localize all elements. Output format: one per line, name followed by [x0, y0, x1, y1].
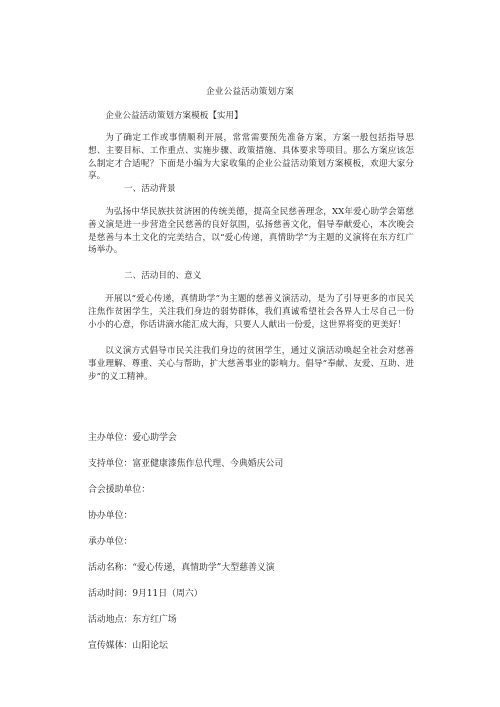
info-activity-place: 活动地点：东方红广场 [88, 615, 177, 625]
info-support: 支持单位：富亚健康漆焦作总代理、今典婚庆公司 [88, 459, 284, 469]
document-subtitle: 企业公益活动策划方案模板【实用】 [105, 111, 243, 121]
info-activity-time: 活动时间：9月11日（周六） [88, 589, 203, 599]
info-co-sponsor: 合会援助单位： [88, 485, 151, 495]
background-paragraph: 为弘扬中华民族扶贫济困的传统美德，提高全民慈善理念，XX年爱心助学会第慈善义演是进一步营造全民慈善的良好氛围，弘扬慈善文化，倡导奉献爱心，本次晚会是慈善与本土文化的完美结合，以“爱心传递，真情助学”为主题的义演将在东方红广场举办。 [88, 207, 414, 256]
info-host: 主办单位：爱心助学会 [88, 433, 177, 443]
info-activity-name: 活动名称：“爱心传递，真情助学”大型慈善义演 [88, 563, 275, 573]
info-organizer: 承办单位： [88, 537, 133, 547]
section-heading-background: 一、活动背景 [124, 184, 176, 194]
info-co-organizer: 协办单位： [88, 511, 133, 521]
info-media: 宣传媒体：山阳论坛 [88, 641, 168, 651]
intro-paragraph: 为了确定工作或事情顺利开展，常常需要预先准备方案，方案一般包括指导思想、主要目标、工作重点、实施步骤、政策措施、具体要求等项目。那么方案应该怎么制定才合适呢？下面是小编为大家收集的企业公益活动策划方案模板，欢迎大家分享。 [88, 133, 414, 182]
document-title: 企业公益活动策划方案 [206, 87, 294, 97]
purpose-paragraph-2: 以义演方式倡导市民关注我们身边的贫困学生，通过义演活动唤起全社会对慈善事业理解、尊重、关心与帮助，扩大慈善事业的影响力。倡导“奉献、友爱、互助、进步”的义工精神。 [88, 346, 414, 382]
section-heading-purpose: 二、活动目的、意义 [124, 271, 202, 281]
purpose-paragraph-1: 开展以“爱心传递，真情助学”为主题的慈善义演活动，是为了引导更多的市民关注焦作贫困学生，关注我们身边的弱势群体，我们真诚希望社会各界人士尽自己一份小小的心意，你话讲滴水能汇成大海，只要人人献出一份爱，这世界将变的更美好！ [88, 294, 414, 330]
